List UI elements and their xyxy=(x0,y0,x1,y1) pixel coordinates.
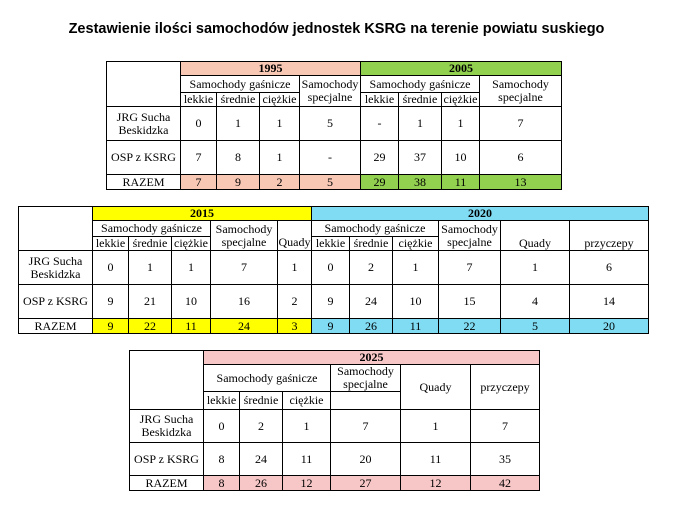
table-row-razem xyxy=(107,175,562,190)
cell: 9 xyxy=(217,175,260,190)
quady-header: Quady xyxy=(278,221,312,251)
table-1995-2005 xyxy=(106,61,562,190)
specjalne-header: Samochody specjalne xyxy=(480,76,562,107)
specjalne-header: Samochody specjalne xyxy=(331,365,401,392)
cell: 27 xyxy=(331,476,401,491)
lekkie-header: lekkie xyxy=(361,93,399,107)
cell: 12 xyxy=(283,476,331,491)
table-row xyxy=(130,443,540,476)
cell: 15 xyxy=(439,285,501,319)
cell: 1 xyxy=(442,107,480,141)
cell: 22 xyxy=(129,319,172,334)
cell: 11 xyxy=(442,175,480,190)
cell: 8 xyxy=(204,443,240,476)
cell: 9 xyxy=(312,319,350,334)
cell: 2 xyxy=(260,175,300,190)
cell: 2 xyxy=(350,251,393,285)
specjalne-header: Samochody specjalne xyxy=(211,221,278,251)
cell: 9 xyxy=(312,285,350,319)
cell: 42 xyxy=(471,476,540,491)
srednie-header: średnie xyxy=(217,93,260,107)
cell: 10 xyxy=(442,141,480,175)
cell: 11 xyxy=(401,443,471,476)
cell: 1 xyxy=(260,141,300,175)
cell: 3 xyxy=(278,319,312,334)
specjalne-header: Samochody specjalne xyxy=(439,221,501,251)
cell: 14 xyxy=(570,285,649,319)
cell: 7 xyxy=(181,141,217,175)
row-label-osp: OSP z KSRG xyxy=(107,141,181,175)
corner-cell xyxy=(130,351,204,410)
corner-cell xyxy=(107,62,181,107)
cell: 5 xyxy=(501,319,570,334)
row-label-jrg: JRG Sucha Beskidzka xyxy=(107,107,181,141)
cell: - xyxy=(361,107,399,141)
ciezkie-header: ciężkie xyxy=(172,237,211,251)
quady-header: Quady xyxy=(401,365,471,410)
cell: 24 xyxy=(240,443,283,476)
cell: 1 xyxy=(393,251,439,285)
cell: 1 xyxy=(278,251,312,285)
cell: 5 xyxy=(300,107,361,141)
empty-cell xyxy=(331,392,401,410)
year-2020-header: 2020 xyxy=(312,207,649,221)
cell: 20 xyxy=(331,443,401,476)
ciezkie-header: ciężkie xyxy=(260,93,300,107)
cell: 5 xyxy=(300,175,361,190)
cell: 26 xyxy=(350,319,393,334)
corner-cell xyxy=(19,207,93,251)
cell: 11 xyxy=(172,319,211,334)
cell: 1 xyxy=(217,107,260,141)
cell: 7 xyxy=(439,251,501,285)
gasnicze-header: Samochody gaśnicze xyxy=(361,76,480,93)
gasnicze-header: Samochody gaśnicze xyxy=(181,76,300,93)
cell: 1 xyxy=(283,410,331,443)
cell: - xyxy=(300,141,361,175)
lekkie-header: lekkie xyxy=(204,392,240,410)
cell: 1 xyxy=(401,410,471,443)
srednie-header: średnie xyxy=(240,392,283,410)
cell: 6 xyxy=(570,251,649,285)
table-row xyxy=(107,141,562,175)
cell: 24 xyxy=(350,285,393,319)
table-row xyxy=(19,251,649,285)
year-2015-header: 2015 xyxy=(93,207,312,221)
gasnicze-header: Samochody gaśnicze xyxy=(312,221,439,237)
table-row-razem xyxy=(130,476,540,491)
srednie-header: średnie xyxy=(399,93,442,107)
gasnicze-header: Samochody gaśnicze xyxy=(204,365,331,392)
cell: 0 xyxy=(204,410,240,443)
cell: 7 xyxy=(181,175,217,190)
cell: 1 xyxy=(501,251,570,285)
cell: 0 xyxy=(181,107,217,141)
year-2025-header: 2025 xyxy=(204,351,540,365)
cell: 7 xyxy=(331,410,401,443)
row-label-razem: RAZEM xyxy=(19,319,93,334)
cell: 29 xyxy=(361,141,399,175)
cell: 10 xyxy=(172,285,211,319)
row-label-jrg: JRG Sucha Beskidzka xyxy=(130,410,204,443)
lekkie-header: lekkie xyxy=(312,237,350,251)
cell: 37 xyxy=(399,141,442,175)
cell: 24 xyxy=(211,319,278,334)
cell: 7 xyxy=(480,107,562,141)
year-1995-header: 1995 xyxy=(181,62,361,76)
year-2005-header: 2005 xyxy=(361,62,562,76)
przyczepy-header: przyczepy xyxy=(570,221,649,251)
cell: 6 xyxy=(480,141,562,175)
srednie-header: średnie xyxy=(350,237,393,251)
cell: 21 xyxy=(129,285,172,319)
row-label-osp: OSP z KSRG xyxy=(19,285,93,319)
cell: 11 xyxy=(393,319,439,334)
srednie-header: średnie xyxy=(129,237,172,251)
row-label-jrg: JRG Sucha Beskidzka xyxy=(19,251,93,285)
cell: 0 xyxy=(93,251,129,285)
lekkie-header: lekkie xyxy=(93,237,129,251)
przyczepy-header: przyczepy xyxy=(471,365,540,410)
ciezkie-header: ciężkie xyxy=(393,237,439,251)
row-label-razem: RAZEM xyxy=(130,476,204,491)
cell: 1 xyxy=(172,251,211,285)
table-2025 xyxy=(129,350,540,491)
cell: 9 xyxy=(93,285,129,319)
cell: 1 xyxy=(399,107,442,141)
table-2015-2020 xyxy=(18,206,649,334)
cell: 2 xyxy=(278,285,312,319)
cell: 12 xyxy=(401,476,471,491)
cell: 11 xyxy=(283,443,331,476)
cell: 26 xyxy=(240,476,283,491)
cell: 29 xyxy=(361,175,399,190)
cell: 38 xyxy=(399,175,442,190)
cell: 22 xyxy=(439,319,501,334)
lekkie-header: lekkie xyxy=(181,93,217,107)
cell: 16 xyxy=(211,285,278,319)
ciezkie-header: ciężkie xyxy=(283,392,331,410)
table-row-razem xyxy=(19,319,649,334)
row-label-razem: RAZEM xyxy=(107,175,181,190)
table-row xyxy=(107,107,562,141)
cell: 8 xyxy=(217,141,260,175)
page-title: Zestawienie ilości samochodów jednostek KSRG na terenie powiatu suskiego xyxy=(68,21,605,37)
row-label-osp: OSP z KSRG xyxy=(130,443,204,476)
cell: 13 xyxy=(480,175,562,190)
cell: 0 xyxy=(312,251,350,285)
gasnicze-header: Samochody gaśnicze xyxy=(93,221,211,237)
cell: 7 xyxy=(211,251,278,285)
cell: 20 xyxy=(570,319,649,334)
specjalne-header: Samochody specjalne xyxy=(300,76,361,107)
cell: 1 xyxy=(129,251,172,285)
table-row xyxy=(130,410,540,443)
table-row xyxy=(19,285,649,319)
ciezkie-header: ciężkie xyxy=(442,93,480,107)
cell: 9 xyxy=(93,319,129,334)
cell: 35 xyxy=(471,443,540,476)
cell: 4 xyxy=(501,285,570,319)
cell: 8 xyxy=(204,476,240,491)
quady-header: Quady xyxy=(501,221,570,251)
cell: 1 xyxy=(260,107,300,141)
cell: 7 xyxy=(471,410,540,443)
cell: 10 xyxy=(393,285,439,319)
cell: 2 xyxy=(240,410,283,443)
